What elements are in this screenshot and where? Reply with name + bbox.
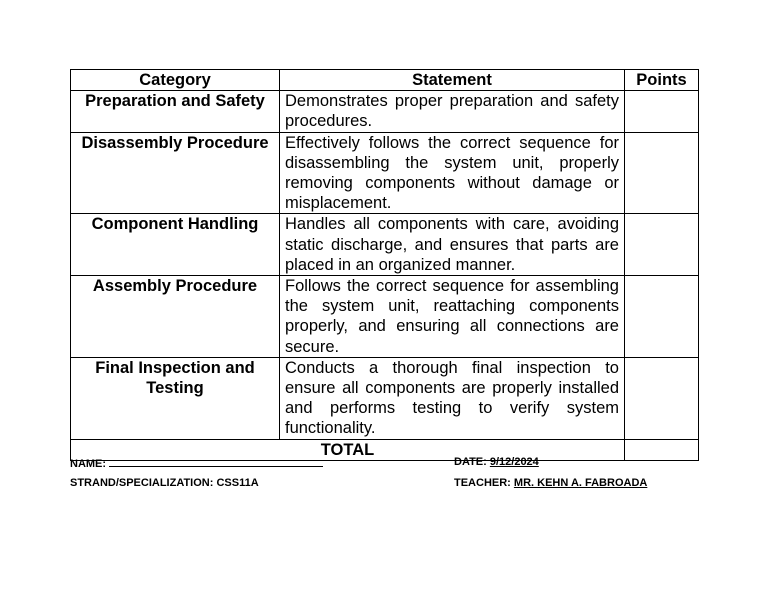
rubric-table <box>70 69 699 461</box>
header-statement: Statement <box>280 70 625 91</box>
statement-cell: Effectively follows the correct sequence for disassembling the system unit, properly removing components without damage or misplacement. <box>280 132 625 214</box>
statement-cell: Demonstrates proper preparation and safety procedures. <box>280 91 625 132</box>
points-cell[interactable] <box>625 214 699 276</box>
header-category: Category <box>71 70 280 91</box>
teacher-label: TEACHER: <box>454 477 511 489</box>
name-field <box>70 456 323 471</box>
total-points-cell[interactable] <box>625 439 699 460</box>
strand-value: CSS11A <box>216 477 259 489</box>
category-cell: Preparation and Safety <box>71 91 280 132</box>
name-blank-line[interactable] <box>109 456 323 467</box>
category-cell: Assembly Procedure <box>71 276 280 358</box>
header-points: Points <box>625 70 699 91</box>
strand-field <box>70 477 259 490</box>
table-row <box>71 357 699 439</box>
strand-label: STRAND/SPECIALIZATION: <box>70 477 214 489</box>
statement-cell: Conducts a thorough final inspection to ensure all components are properly installed and performs testing to verify system functionality. <box>280 357 625 439</box>
date-field <box>454 456 539 469</box>
table-row <box>71 276 699 358</box>
date-label: DATE: <box>454 456 487 468</box>
points-cell[interactable] <box>625 132 699 214</box>
points-cell[interactable] <box>625 91 699 132</box>
table-row <box>71 91 699 132</box>
statement-cell: Handles all components with care, avoiding static discharge, and ensures that parts are placed in an organized manner. <box>280 214 625 276</box>
total-label: TOTAL <box>71 439 625 460</box>
teacher-field <box>454 477 647 490</box>
category-cell: Disassembly Procedure <box>71 132 280 214</box>
table-row <box>71 214 699 276</box>
points-cell[interactable] <box>625 276 699 358</box>
name-label: NAME: <box>70 458 107 470</box>
header-row <box>71 70 699 91</box>
statement-cell: Follows the correct sequence for assembling the system unit, reattaching components properly, and ensuring all connections are secure. <box>280 276 625 358</box>
category-cell: Final Inspection and Testing <box>71 357 280 439</box>
table-row <box>71 132 699 214</box>
points-cell[interactable] <box>625 357 699 439</box>
teacher-value: MR. KEHN A. FABROADA <box>513 477 648 489</box>
category-cell: Component Handling <box>71 214 280 276</box>
date-value: 9/12/2024 <box>489 456 539 468</box>
